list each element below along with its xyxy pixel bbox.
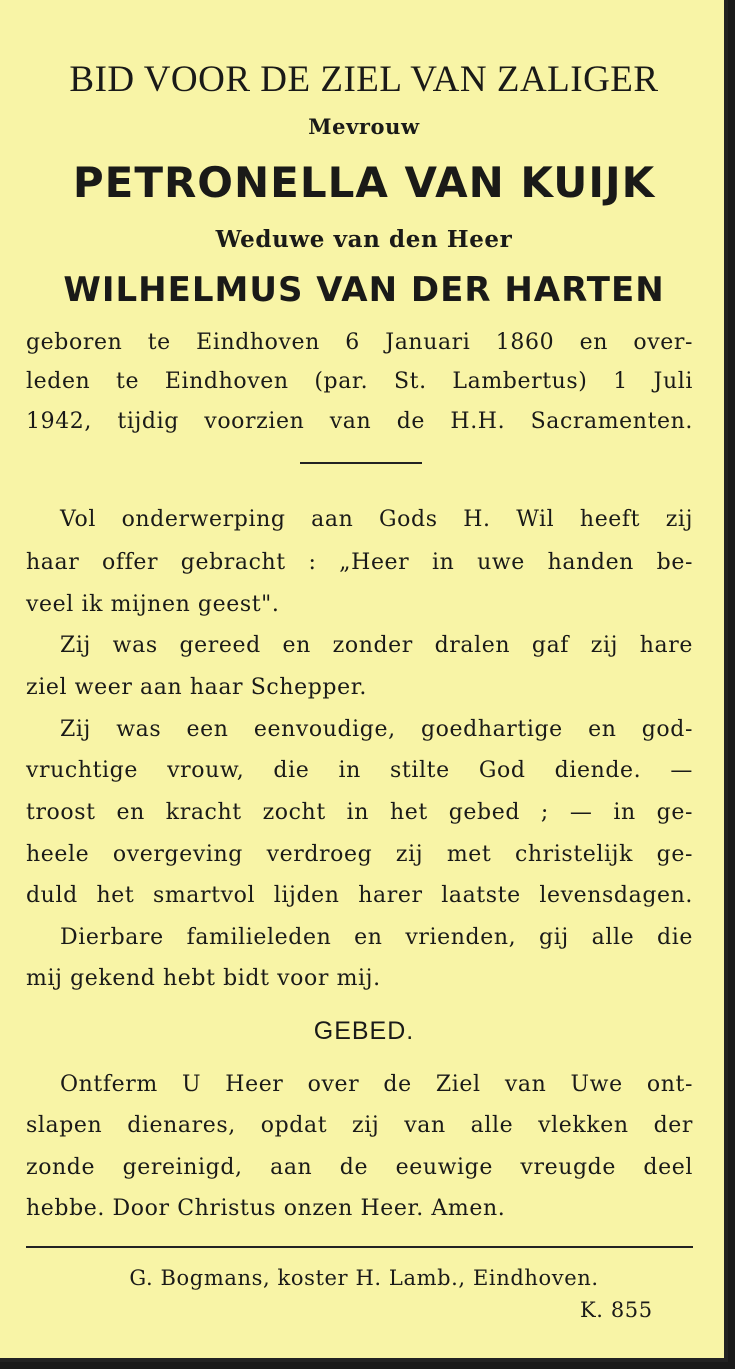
meditation-line: duld het smartvol lijden harer laatste levensdagen. [26,883,693,908]
meditation-line: Zij was gereed en zonder dralen gaf zij hare [60,633,693,658]
prayer-line: hebbe. Door Christus onzen Heer. Amen. [26,1196,506,1221]
card-heading: BID VOOR DE ZIEL VAN ZALIGER [69,59,659,100]
prayer-line: Ontferm U Heer over de Ziel van Uwe ont- [60,1072,693,1097]
footer-divider [26,1246,693,1248]
spouse-name: WILHELMUS VAN DER HARTEN [63,270,665,310]
meditation-line: Zij was een eenvoudige, goedhartige en god- [60,717,693,742]
meditation-line: heele overgeving verdroeg zij met christelijk ge- [26,842,693,867]
short-divider [300,462,422,464]
prayer-line: zonde gereinigd, aan de eeuwige vreugde deel [26,1155,693,1180]
prayer-line: slapen dienares, opdat zij van alle vlekken der [26,1113,693,1138]
meditation-line: haar offer gebracht : „Heer in uwe handen be- [26,550,693,575]
meditation-line: mij gekend hebt bidt voor mij. [26,966,381,991]
biography-line: 1942, tijdig voorzien van de H.H. Sacramenten. [26,409,693,434]
meditation-line: Dierbare familieleden en vrienden, gij alle die [60,925,693,950]
card-reference: K. 855 [580,1298,653,1322]
biography-line: geboren te Eindhoven 6 Januari 1860 en over- [26,330,693,355]
meditation-line: ziel weer aan haar Schepper. [26,675,368,700]
biography-line: leden te Eindhoven (par. St. Lambertus) 1 Juli [26,369,693,394]
meditation-line: troost en kracht zocht in het gebed ; — in ge- [26,800,693,825]
meditation-line: veel ik mijnen geest". [26,592,280,617]
prayer-title: GEBED. [313,1017,415,1045]
deceased-name: PETRONELLA VAN KUIJK [72,158,656,207]
meditation-line: Vol onderwerping aan Gods H. Wil heeft zij [60,507,693,532]
salutation: Mevrouw [308,114,420,139]
relation-line: Weduwe van den Heer [215,226,513,253]
printer-credit: G. Bogmans, koster H. Lamb., Eindhoven. [129,1266,599,1290]
meditation-line: vruchtige vrouw, die in stilte God diende. — [26,758,693,783]
